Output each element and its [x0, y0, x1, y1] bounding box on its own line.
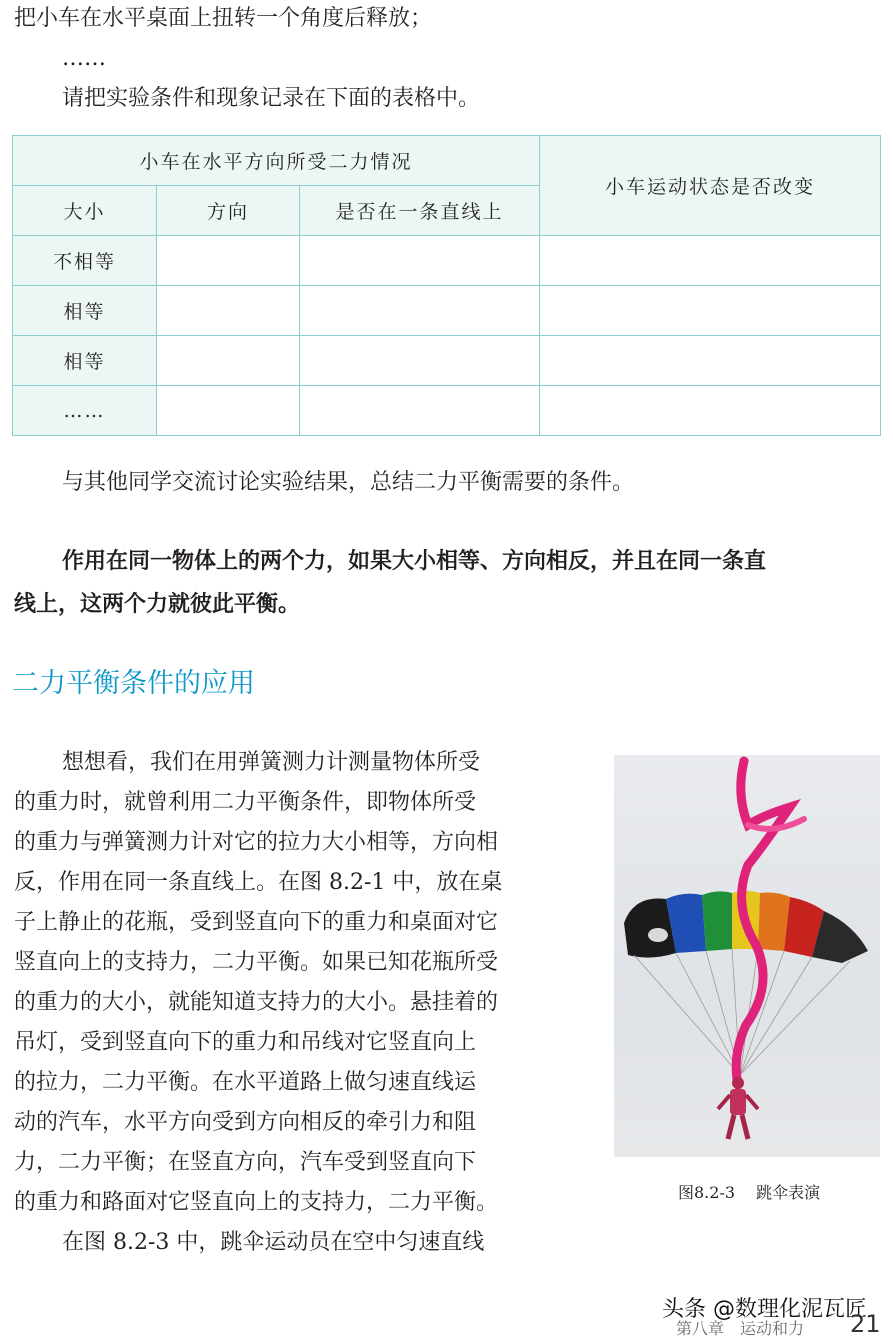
- table-row: [13, 386, 881, 436]
- parachutist: [718, 1077, 758, 1139]
- section-title: 二力平衡条件的应用: [12, 668, 255, 699]
- body-line: 力，二力平衡；在竖直方向，汽车受到竖直向下: [14, 1150, 477, 1175]
- direction-header: 方向: [157, 186, 300, 236]
- same-line-cell: [300, 386, 540, 436]
- body-line: 想想看，我们在用弹簧测力计测量物体所受: [62, 750, 481, 775]
- experiment-record-table: [12, 135, 881, 436]
- parachute-photo: [614, 755, 880, 1157]
- table-row: [13, 336, 881, 386]
- body-line: 子上静止的花瓶，受到竖直向下的重力和桌面对它: [14, 910, 499, 935]
- size-cell: ……: [13, 386, 157, 436]
- status-cell: [540, 286, 881, 336]
- suspension-lines: [634, 949, 850, 1075]
- body-line: 的重力的大小，就能知道支持力的大小。悬挂着的: [14, 990, 499, 1015]
- figure-caption: 图8.2-3 跳伞表演: [678, 1183, 821, 1202]
- intro-line-3: 请把实验条件和现象记录在下面的表格中。: [62, 86, 481, 111]
- page-number: 21: [850, 1310, 881, 1338]
- status-cell: [540, 386, 881, 436]
- intro-line-1: 把小车在水平桌面上扭转一个角度后释放；: [14, 6, 433, 31]
- body-line: 吊灯，受到竖直向下的重力和吊线对它竖直向上: [14, 1030, 477, 1055]
- body-line: 的重力和路面对它竖直向上的支持力，二力平衡。: [14, 1190, 499, 1215]
- size-cell: 相等: [13, 286, 157, 336]
- size-cell: 不相等: [13, 236, 157, 286]
- intro-ellipsis: ……: [62, 46, 106, 71]
- same-line-header: 是否在一条直线上: [300, 186, 540, 236]
- status-cell: [540, 336, 881, 386]
- size-header: 大小: [13, 186, 157, 236]
- same-line-cell: [300, 236, 540, 286]
- table-row: [13, 286, 881, 336]
- same-line-cell: [300, 286, 540, 336]
- body-line: 动的汽车，水平方向受到方向相反的牵引力和阻: [14, 1110, 477, 1135]
- motion-status-header: 小车运动状态是否改变: [540, 136, 881, 236]
- direction-cell: [157, 286, 300, 336]
- conclusion-line-2: 线上，这两个力就彼此平衡。: [14, 592, 301, 617]
- status-cell: [540, 236, 881, 286]
- chapter-footer: 第八章 运动和力: [676, 1319, 805, 1338]
- body-line: 的拉力，二力平衡。在水平道路上做匀速直线运: [14, 1070, 477, 1095]
- parachute-illustration: [614, 755, 880, 1157]
- same-line-cell: [300, 336, 540, 386]
- body-line: 竖直向上的支持力，二力平衡。如果已知花瓶所受: [14, 950, 499, 975]
- discussion-text: 与其他同学交流讨论实验结果，总结二力平衡需要的条件。: [62, 470, 635, 495]
- body-line: 的重力时，就曾利用二力平衡条件，即物体所受: [14, 790, 477, 815]
- body-line: 反，作用在同一条直线上。在图 8.2-1 中，放在桌: [14, 870, 503, 895]
- conclusion-line-1: 作用在同一物体上的两个力，如果大小相等、方向相反，并且在同一条直: [62, 549, 767, 574]
- watermark: 头条 @数理化泥瓦匠: [662, 1297, 867, 1322]
- direction-cell: [157, 386, 300, 436]
- direction-cell: [157, 336, 300, 386]
- direction-cell: [157, 236, 300, 286]
- force-conditions-header: 小车在水平方向所受二力情况: [13, 136, 540, 186]
- body-line: 在图 8.2-3 中，跳伞运动员在空中匀速直线: [62, 1230, 485, 1255]
- body-line: 的重力与弹簧测力计对它的拉力大小相等，方向相: [14, 830, 499, 855]
- table-row: [13, 236, 881, 286]
- size-cell: 相等: [13, 336, 157, 386]
